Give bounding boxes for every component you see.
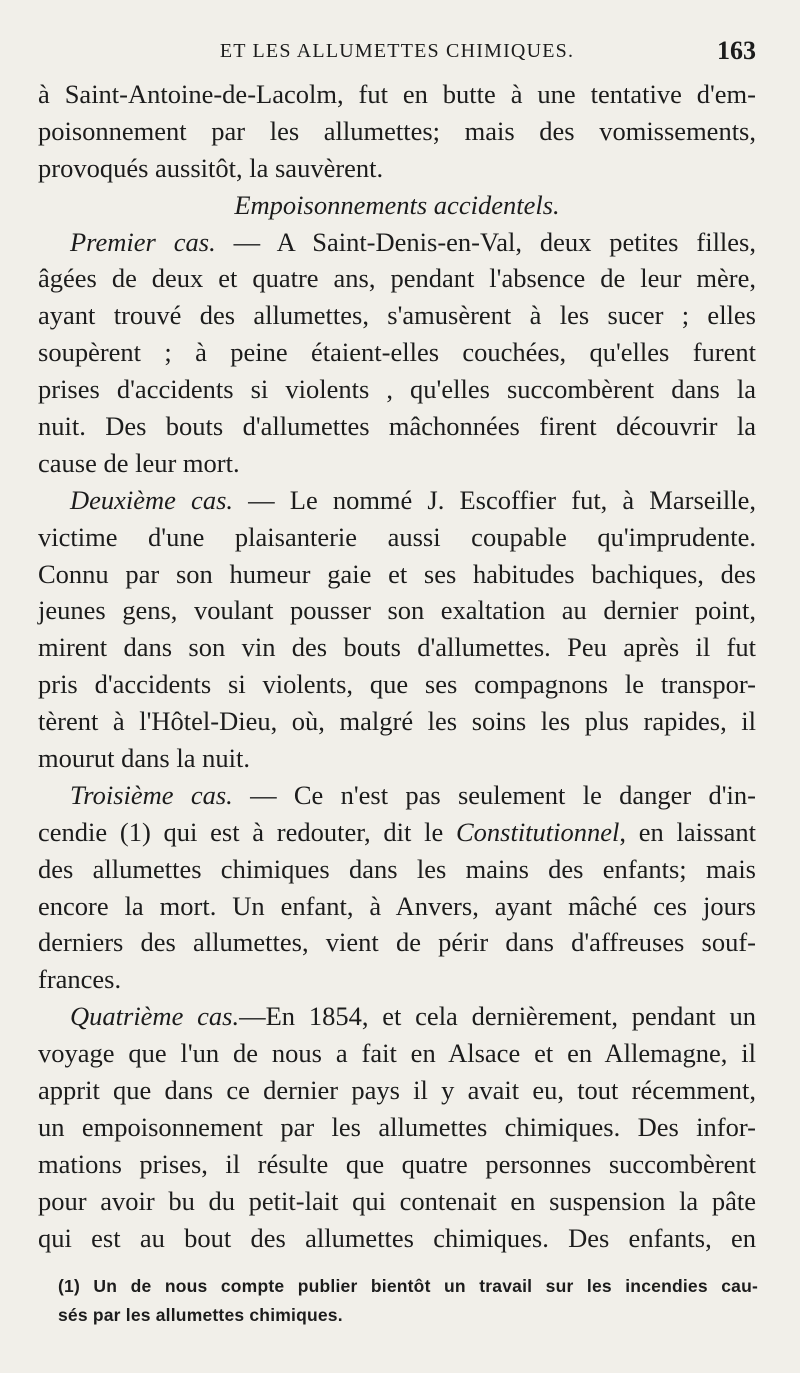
text-line: des allumettes chimiques dans les mains des enfants; mais	[38, 853, 756, 884]
text-line: mations prises, il résulte que quatre personnes succombèrent	[38, 1148, 756, 1179]
text-line: qui est au bout des allumettes chimiques. Des enfants, en	[38, 1222, 756, 1253]
text-line: voyage que l'un de nous a fait en Alsace et en Allemagne, il	[38, 1038, 756, 1069]
text-line: Quatrième cas.—En 1854, et cela dernièrement, pendant un	[70, 1001, 756, 1032]
case-label: Premier cas.	[70, 226, 216, 257]
running-title: ET LES ALLUMETTES CHIMIQUES.	[219, 40, 575, 62]
text-line: âgées de deux et quatre ans, pendant l'absence de leur mère,	[38, 263, 756, 294]
text-line: nuit. Des bouts d'allumettes mâchonnées firent découvrir la	[38, 411, 756, 442]
footnote	[58, 1272, 758, 1330]
section-heading: Empoisonnements accidentels.	[234, 189, 560, 220]
text-line: frances.	[38, 964, 122, 995]
case-label: Quatrième cas.	[70, 1001, 240, 1032]
text-line: ayant trouvé des allumettes, s'amusèrent à les sucer ; elles	[38, 300, 756, 331]
text-line: poisonnement par les allumettes; mais des vomissements,	[38, 115, 756, 146]
case-label: Deuxième cas.	[70, 484, 234, 515]
text-line: mirent dans son vin des bouts d'allumettes. Peu après il fut	[38, 632, 756, 663]
text-line: Deuxième cas. — Le nommé J. Escoffier fut, à Marseille,	[70, 484, 757, 515]
text-line: tèrent à l'Hôtel-Dieu, où, malgré les soins les plus rapides, il	[38, 706, 756, 737]
text-line: soupèrent ; à peine étaient-elles couchées, qu'elles furent	[38, 337, 756, 368]
text-line: pour avoir bu du petit-lait qui contenait en suspension la pâte	[38, 1185, 756, 1216]
text-line: pris d'accidents si violents, que ses compagnons le transpor-	[38, 669, 756, 700]
footnote-line: (1) Un de nous compte publier bientôt un travail sur les incendies cau-	[58, 1276, 758, 1296]
page-number: 163	[717, 36, 756, 65]
text-line: victime d'une plaisanterie aussi coupable qu'imprudente.	[38, 521, 756, 552]
text-line: apprit que dans ce dernier pays il y avait eu, tout récemment,	[38, 1075, 756, 1106]
text-line: Premier cas. — A Saint-Denis-en-Val, deux petites filles,	[70, 226, 756, 257]
text-line: jeunes gens, voulant pousser son exaltation au dernier point,	[38, 595, 756, 626]
text-line: cendie (1) qui est à redouter, dit le Constitutionnel, en laissant	[38, 816, 757, 847]
case-label: Troisième cas.	[70, 779, 233, 810]
text-line: cause de leur mort.	[38, 447, 240, 478]
newspaper-title: Constitutionnel	[455, 816, 620, 847]
footnote-line: sés par les allumettes chimiques.	[58, 1305, 343, 1325]
text-line: Connu par son humeur gaie et ses habitudes bachiques, des	[38, 558, 756, 589]
text-line: à Saint-Antoine-de-Lacolm, fut en butte à une tentative d'em-	[38, 79, 756, 109]
text-line: mourut dans la nuit.	[38, 743, 250, 774]
text-line: Troisième cas. — Ce n'est pas seulement le danger d'in-	[70, 779, 756, 810]
text-line: encore la mort. Un enfant, à Anvers, ayant mâché ces jours	[38, 890, 756, 921]
text-line: derniers des allumettes, vient de périr dans d'affreuses souf-	[38, 927, 756, 958]
text-line: un empoisonnement par les allumettes chimiques. Des infor-	[38, 1111, 756, 1142]
text-line: provoqués aussitôt, la sauvèrent.	[38, 152, 384, 183]
text-line: prises d'accidents si violents , qu'elles succombèrent dans la	[38, 374, 756, 405]
body-text	[38, 76, 756, 1257]
page-header	[38, 38, 756, 68]
